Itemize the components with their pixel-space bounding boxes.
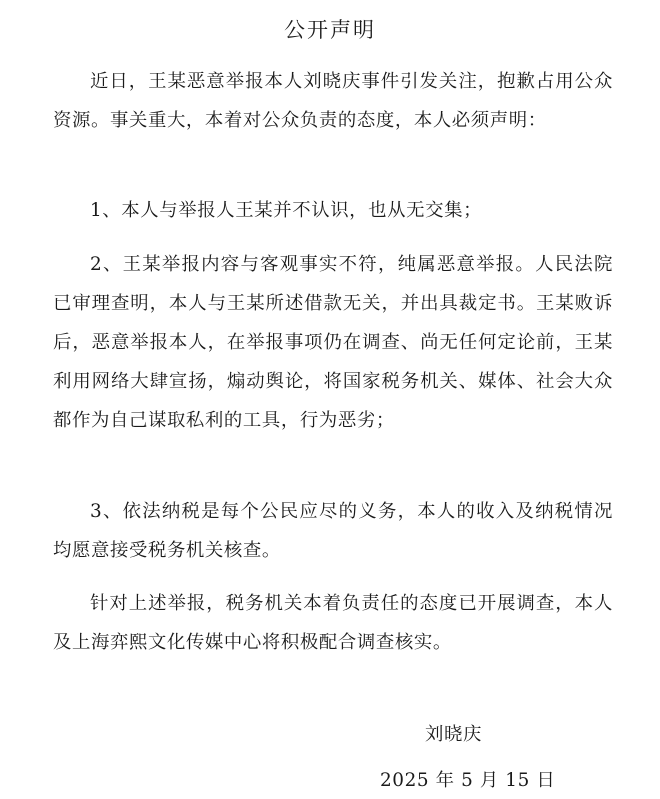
signature-name: 刘晓庆: [425, 724, 482, 745]
intro-paragraph: 近日，王某恶意举报本人刘晓庆事件引发关注，抱歉占用公众资源。事关重大，本着对公众负责的态度，本人必须声明：: [53, 71, 613, 131]
document-title: 公开声明: [284, 18, 376, 42]
statement-item-2: 2、王某举报内容与客观事实不符，纯属恶意举报。人民法院已审理查明，本人与王某所述借款无关，并出具裁定书。王某败诉后，恶意举报本人，在举报事项仍在调查、尚无任何定论前，王某利用网络大肆宣扬，煽动舆论，将国家税务机关、媒体、社会大众都作为自己谋取私利的工具，行为恶劣；: [53, 254, 613, 431]
statement-item-3: 3、依法纳税是每个公民应尽的义务，本人的收入及纳税情况均愿意接受税务机关核查。: [53, 501, 613, 561]
closing-paragraph: 针对上述举报，税务机关本着负责任的态度已开展调查，本人及上海弈熙文化传媒中心将积极配合调查核实。: [53, 593, 613, 653]
statement-item-1: 1、本人与举报人王某并不认识，也从无交集；: [90, 200, 483, 221]
signature-date: 2025 年 5 月 15 日: [380, 770, 556, 791]
